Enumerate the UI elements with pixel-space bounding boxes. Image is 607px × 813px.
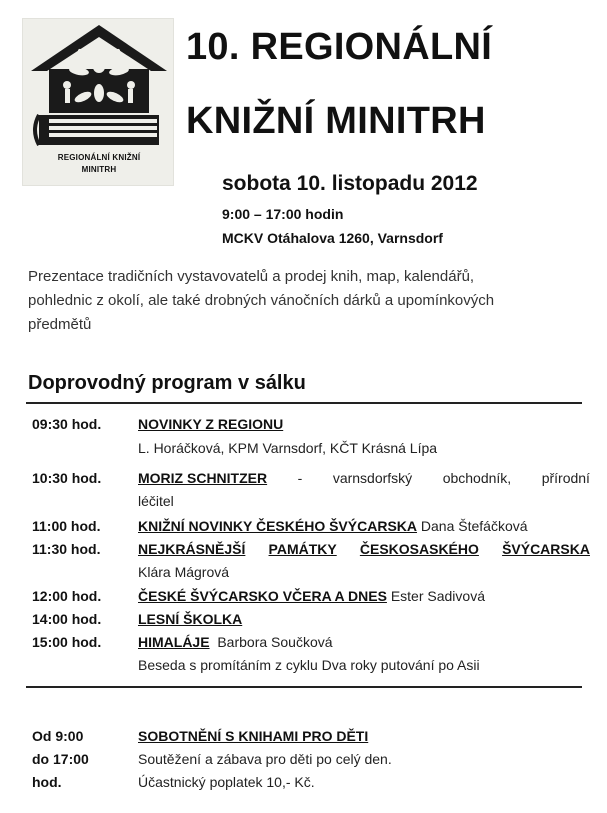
kids-title: SOBOTNĚNÍ S KNIHAMI PRO DĚTI [138,728,369,744]
item-time: 15:00 hod. [32,634,102,650]
regional-book-fair-logo [22,18,174,186]
item-time: 10:30 hod. [32,470,102,486]
item-row [138,634,333,652]
bottom-divider [26,686,582,688]
item-title-word: PAMÁTKY [268,541,337,557]
event-hours: 9:00 – 17:00 hodin [222,206,344,222]
item-detail: Beseda s promítáním z cyklu Dva roky putování po Asii [138,657,480,673]
title-line-2: KNIŽNÍ MINITRH [186,100,486,142]
item-title-word: ČESKOSASKÉHO [359,541,479,557]
item-title: HIMALÁJE [138,634,210,650]
item-title: ČESKÉ ŠVÝCARSKO VČERA A DNES [138,588,387,604]
kids-time-line-2: do 17:00 [32,751,89,767]
item-word: obchodník, [442,470,512,486]
item-title-word: ŠVÝCARSKA [502,541,590,557]
item-time: 09:30 hod. [32,416,102,432]
item-time: 12:00 hod. [32,588,102,604]
item-time: 11:00 hod. [32,518,101,534]
item-speaker: Dana Štefáčková [417,518,528,534]
item-title: LESNÍ ŠKOLKA [138,611,243,627]
intro-line-2: pohlednic z okolí, ale také drobných vánočních dárků a upomínkových [28,292,495,309]
item-detail: léčitel [138,493,174,509]
title-line-1: 10. REGIONÁLNÍ [186,26,493,68]
item-detail: L. Horáčková, KPM Varnsdorf, KČT Krásná Lípa [138,440,438,456]
item-title: KNIŽNÍ NOVINKY ČESKÉHO ŠVÝCARSKA [138,518,418,534]
item-time: 11:30 hod. [32,541,101,557]
kids-time-line-3: hod. [32,774,62,790]
item-speaker: Barbora Součková [209,634,333,650]
intro-line-3: předmětů [28,316,92,333]
item-word: varnsdorfský [332,470,413,486]
event-date: sobota 10. listopadu 2012 [222,172,478,195]
item-speaker: Ester Sadivová [386,588,485,604]
item-time: 14:00 hod. [32,611,102,627]
kids-time-line-1: Od 9:00 [32,728,84,744]
item-row-justified [138,470,590,486]
item-word: - [297,470,303,486]
logo-caption-line1: REGIONÁLNÍ KNIŽNÍ [57,153,141,162]
intro-line-1: Prezentace tradičních vystavovatelů a prodej knih, map, kalendářů, [28,268,475,285]
item-row [138,518,528,536]
item-title: MORIZ SCHNITZER [138,470,268,486]
program-heading: Doprovodný program v sálku [28,372,306,394]
kids-line-1: Soutěžení a zábava pro děti po celý den. [138,751,392,767]
item-title: NOVINKY Z REGIONU [138,416,284,432]
item-detail: Klára Mágrová [138,564,230,580]
kids-line-2: Účastnický poplatek 10,- Kč. [138,774,315,790]
item-row [138,588,485,606]
top-divider [26,402,582,404]
item-word: přírodní [541,470,590,486]
item-title-word: NEJKRÁSNĚJŠÍ [138,541,246,557]
logo-caption-line2: MINITRH [81,165,117,174]
item-row-justified [138,541,590,557]
event-venue: MCKV Otáhalova 1260, Varnsdorf [222,230,443,246]
